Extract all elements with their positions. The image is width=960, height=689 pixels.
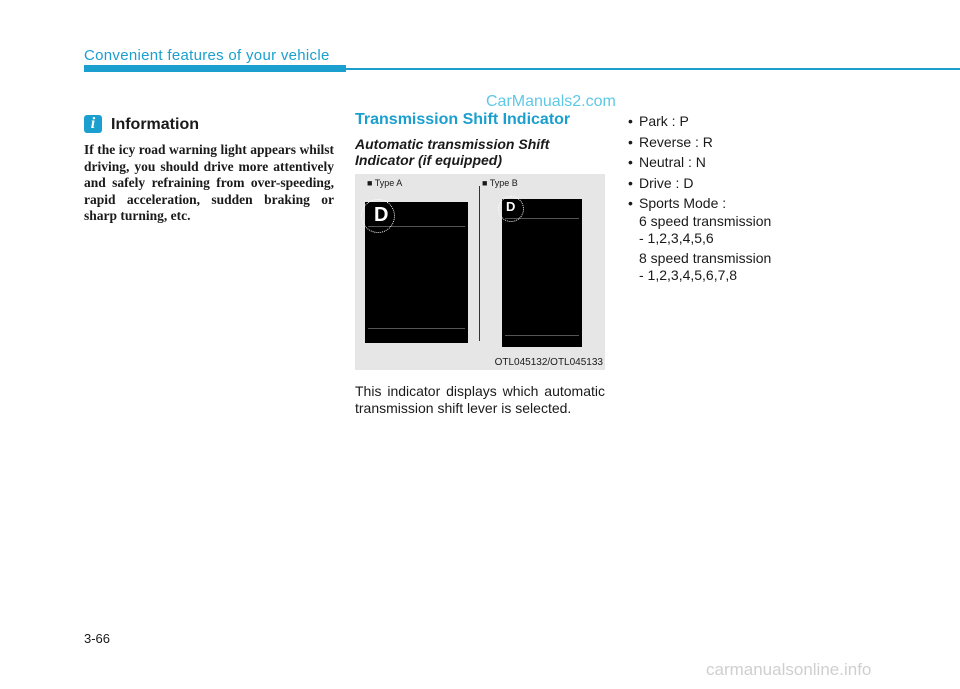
type-a-label: ■ Type A [367, 178, 403, 188]
gear-indicator-b: D [506, 199, 516, 214]
gear-indicator-a: D [374, 204, 389, 226]
gear-list [628, 111, 726, 214]
eight-speed-title: 8 speed transmission [639, 250, 772, 266]
list-item: • Reverse : R [628, 132, 726, 153]
figure-code: OTL045132/OTL045133 [494, 357, 603, 368]
watermark-top: CarManuals2.com [486, 93, 616, 110]
eight-speed-block [639, 250, 771, 283]
list-item: • Neutral : N [628, 152, 726, 173]
figure-divider [479, 186, 480, 341]
header-accent-bar [84, 65, 346, 72]
six-speed-title: 6 speed transmission [639, 213, 772, 229]
six-speed-values: - 1,2,3,4,5,6 [639, 229, 714, 246]
eight-speed-values: - 1,2,3,4,5,6,7,8 [639, 266, 738, 283]
list-item: • Drive : D [628, 173, 726, 194]
list-item: • Sports Mode : [628, 193, 726, 214]
display-line [505, 335, 579, 336]
six-speed-block [639, 213, 771, 246]
indicator-description: This indicator displays which automatic transmission shift lever is selected. [355, 383, 605, 416]
watermark-bottom: carmanualsonline.info [706, 660, 872, 679]
header-rule [346, 68, 960, 70]
list-item: • Park : P [628, 111, 726, 132]
info-icon: i [84, 115, 102, 133]
section-header-title: Convenient features of your vehicle [84, 47, 330, 64]
type-b-label: ■ Type B [482, 178, 518, 188]
section-title: Transmission Shift Indicator [355, 111, 571, 128]
info-heading: Information [111, 116, 199, 133]
page-number: 3-66 [84, 631, 111, 646]
section-subtitle: Automatic transmission Shift Indicator (if equipped) [355, 136, 550, 168]
shift-indicator-figure [355, 174, 605, 370]
display-line [368, 328, 465, 329]
info-body: If the icy road warning light appears whilst driving, you should drive more attentively and safely refraining from over-speeding, rapid acceleration, sudden braking or sharp turning, etc. [84, 142, 334, 223]
